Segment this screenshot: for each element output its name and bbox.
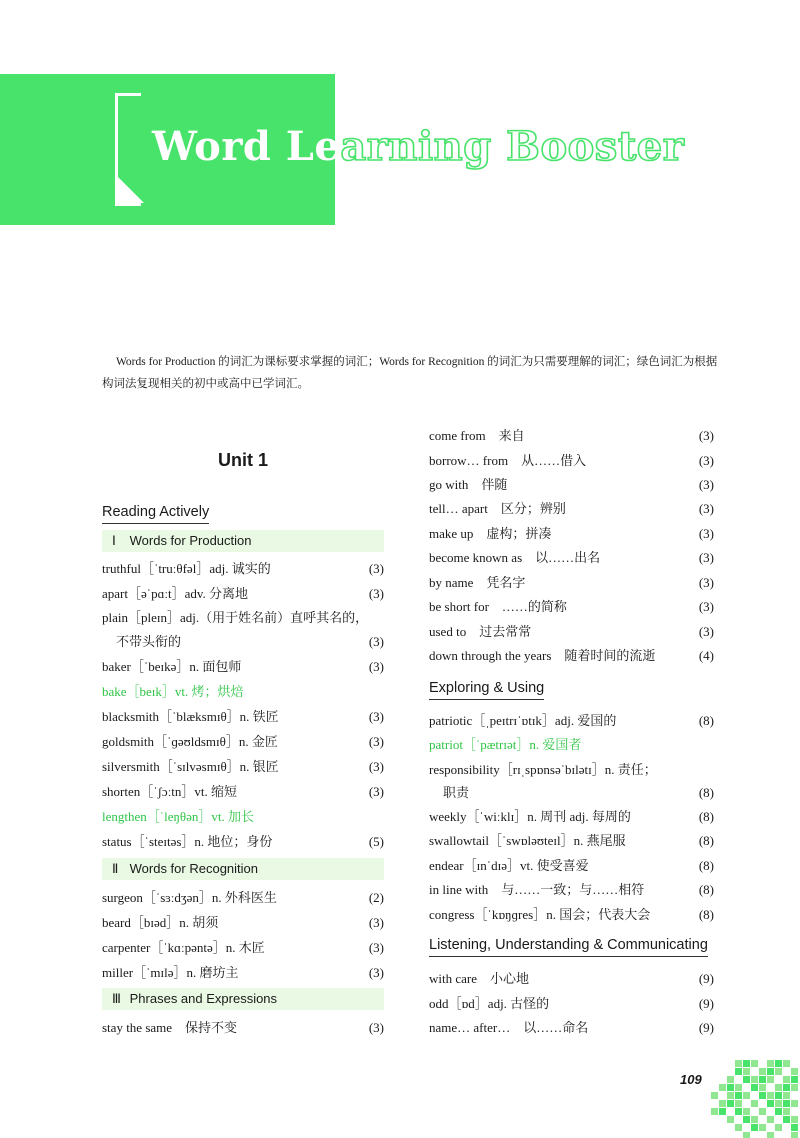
entry-text: used to 过去常常 [429, 624, 532, 639]
entry-text: status［ˈsteɪtəs］n. 地位；身份 [102, 834, 273, 849]
subsection-phrases [102, 988, 384, 1010]
page-number: 109 [680, 1072, 702, 1087]
entry-text: truthful［ˈtruːθfəl］adj. 诚实的 [102, 561, 271, 576]
entry-ref: (3) [368, 915, 384, 930]
entry-text: silversmith［ˈsɪlvəsmɪθ］n. 银匠 [102, 759, 279, 774]
entry-ref: (3) [698, 428, 714, 443]
entry-text: tell… apart 区分；辨别 [429, 501, 566, 516]
entry-ref: (4) [698, 648, 714, 663]
entry-ref: (5) [368, 834, 384, 849]
entry-ref: (9) [698, 996, 714, 1011]
subsection-recognition [102, 858, 384, 880]
entry-text: patriot［ˈpætrɪət］n. 爱国者 [429, 737, 582, 752]
entry-text: bake［beɪk］vt. 烤；烘焙 [102, 684, 244, 699]
entry-text: baker［ˈbeɪkə］n. 面包师 [102, 659, 242, 674]
entry-ref: (3) [368, 759, 384, 774]
entry-ref: (3) [368, 586, 384, 601]
entry-text: surgeon［ˈsɜːdʒən］n. 外科医生 [102, 890, 277, 905]
entry-ref: (8) [698, 907, 714, 922]
entry-text: go with 伴随 [429, 477, 508, 492]
entry-ref: (3) [698, 526, 714, 541]
entry-text: by name 凭名字 [429, 575, 526, 590]
entry-text: odd［ɒd］adj. 古怪的 [429, 996, 550, 1011]
entry-ref: (3) [698, 624, 714, 639]
entry-text: 职责 [443, 785, 470, 800]
entry-ref: (3) [698, 550, 714, 565]
entry-text: make up 虚构；拼凑 [429, 526, 552, 541]
entry-text: congress［ˈkɒŋɡres］n. 国会；代表大会 [429, 907, 651, 922]
entry-ref: (3) [368, 659, 384, 674]
entry-ref: (3) [698, 501, 714, 516]
subsection-label: Words for Production [129, 533, 252, 548]
entry-text: beard［bɪəd］n. 胡须 [102, 915, 219, 930]
section-heading-exploring: Exploring & Using [429, 679, 544, 700]
entry-text: blacksmith［ˈblæksmɪθ］n. 铁匠 [102, 709, 279, 724]
entry-text: with care 小心地 [429, 971, 530, 986]
entry-text: apart［əˈpɑːt］adv. 分离地 [102, 586, 249, 601]
bracket-corner-decoration [118, 177, 144, 203]
entry-text: be short for ……的简称 [429, 599, 567, 614]
entry-text: in line with 与……一致；与……相符 [429, 882, 645, 897]
entry-text: shorten［ˈʃɔːtn］vt. 缩短 [102, 784, 238, 799]
subsection-number: Ⅰ [112, 533, 116, 548]
entry-ref: (8) [698, 833, 714, 848]
entry-ref: (3) [368, 965, 384, 980]
entry-text: swallowtail［ˈswɒləʊteɪl］n. 燕尾服 [429, 833, 626, 848]
entry-ref: (3) [698, 477, 714, 492]
subsection-label: Phrases and Expressions [129, 991, 278, 1006]
entry-text: goldsmith［ˈɡəʊldsmɪθ］n. 金匠 [102, 734, 278, 749]
entry-ref: (8) [698, 858, 714, 873]
entry-ref: (8) [698, 713, 714, 728]
entry-ref: (3) [368, 561, 384, 576]
subsection-number: Ⅲ [112, 991, 121, 1006]
section-heading-reading: Reading Actively [102, 503, 209, 524]
entry-text: down through the years 随着时间的流逝 [429, 648, 656, 663]
entry-text: lengthen［ˈleŋθən］vt. 加长 [102, 809, 255, 824]
entry-ref: (3) [368, 1020, 384, 1035]
entry-ref: (3) [698, 599, 714, 614]
entry-text: miller［ˈmɪlə］n. 磨坊主 [102, 965, 239, 980]
entry-text: come from 来自 [429, 428, 525, 443]
unit-title: Unit 1 [217, 450, 268, 470]
entry-text: borrow… from 从……借入 [429, 453, 587, 468]
entry-ref: (2) [368, 890, 384, 905]
page-title-part1: Word Le [152, 123, 341, 170]
subsection-production [102, 530, 384, 552]
subsection-number: Ⅱ [112, 861, 119, 876]
page-title-part2: arning Booster [340, 123, 685, 170]
entry-ref: (9) [698, 1020, 714, 1035]
entry-ref: (8) [698, 809, 714, 824]
entry-ref: (3) [368, 634, 384, 649]
entry-text: endear［ɪnˈdɪə］vt. 使受喜爱 [429, 858, 589, 873]
entry-ref: (3) [368, 940, 384, 955]
entry-text: stay the same 保持不变 [102, 1020, 238, 1035]
entry-ref: (3) [698, 453, 714, 468]
page-title [152, 118, 684, 176]
entry-text: responsibility［rɪˌspɒnsəˈbɪlətɪ］n. 责任； [429, 762, 657, 777]
entry-text: 不带头衔的 [116, 634, 182, 649]
entry-text: name… after… 以……命名 [429, 1020, 589, 1035]
entry-ref: (8) [698, 785, 714, 800]
entry-ref: (3) [368, 734, 384, 749]
entry-text: weekly［ˈwiːklɪ］n. 周刊 adj. 每周的 [429, 809, 631, 824]
entry-text: patriotic［ˌpeɪtrɪˈɒtɪk］adj. 爱国的 [429, 713, 617, 728]
entry-text: carpenter［ˈkɑːpəntə］n. 木匠 [102, 940, 265, 955]
entry-ref: (3) [368, 784, 384, 799]
entry-text: become known as 以……出名 [429, 550, 601, 565]
entry-text: plain［pleɪn］adj.（用于姓名前）直呼其名的， [102, 610, 369, 625]
entry-ref: (9) [698, 971, 714, 986]
subsection-label: Words for Recognition [129, 861, 258, 876]
section-heading-listening: Listening, Understanding & Communicating [429, 936, 708, 957]
intro-note: Words for Production 的词汇为课标要求掌握的词汇；Words for Recognition 的词汇为只需要理解的词汇；绿色词汇为根据构词法复现相关的初中或高中已学词汇。 [102, 356, 718, 390]
entry-ref: (8) [698, 882, 714, 897]
pixel-dots-decoration [705, 1060, 800, 1138]
entry-ref: (3) [368, 709, 384, 724]
entry-ref: (3) [698, 575, 714, 590]
